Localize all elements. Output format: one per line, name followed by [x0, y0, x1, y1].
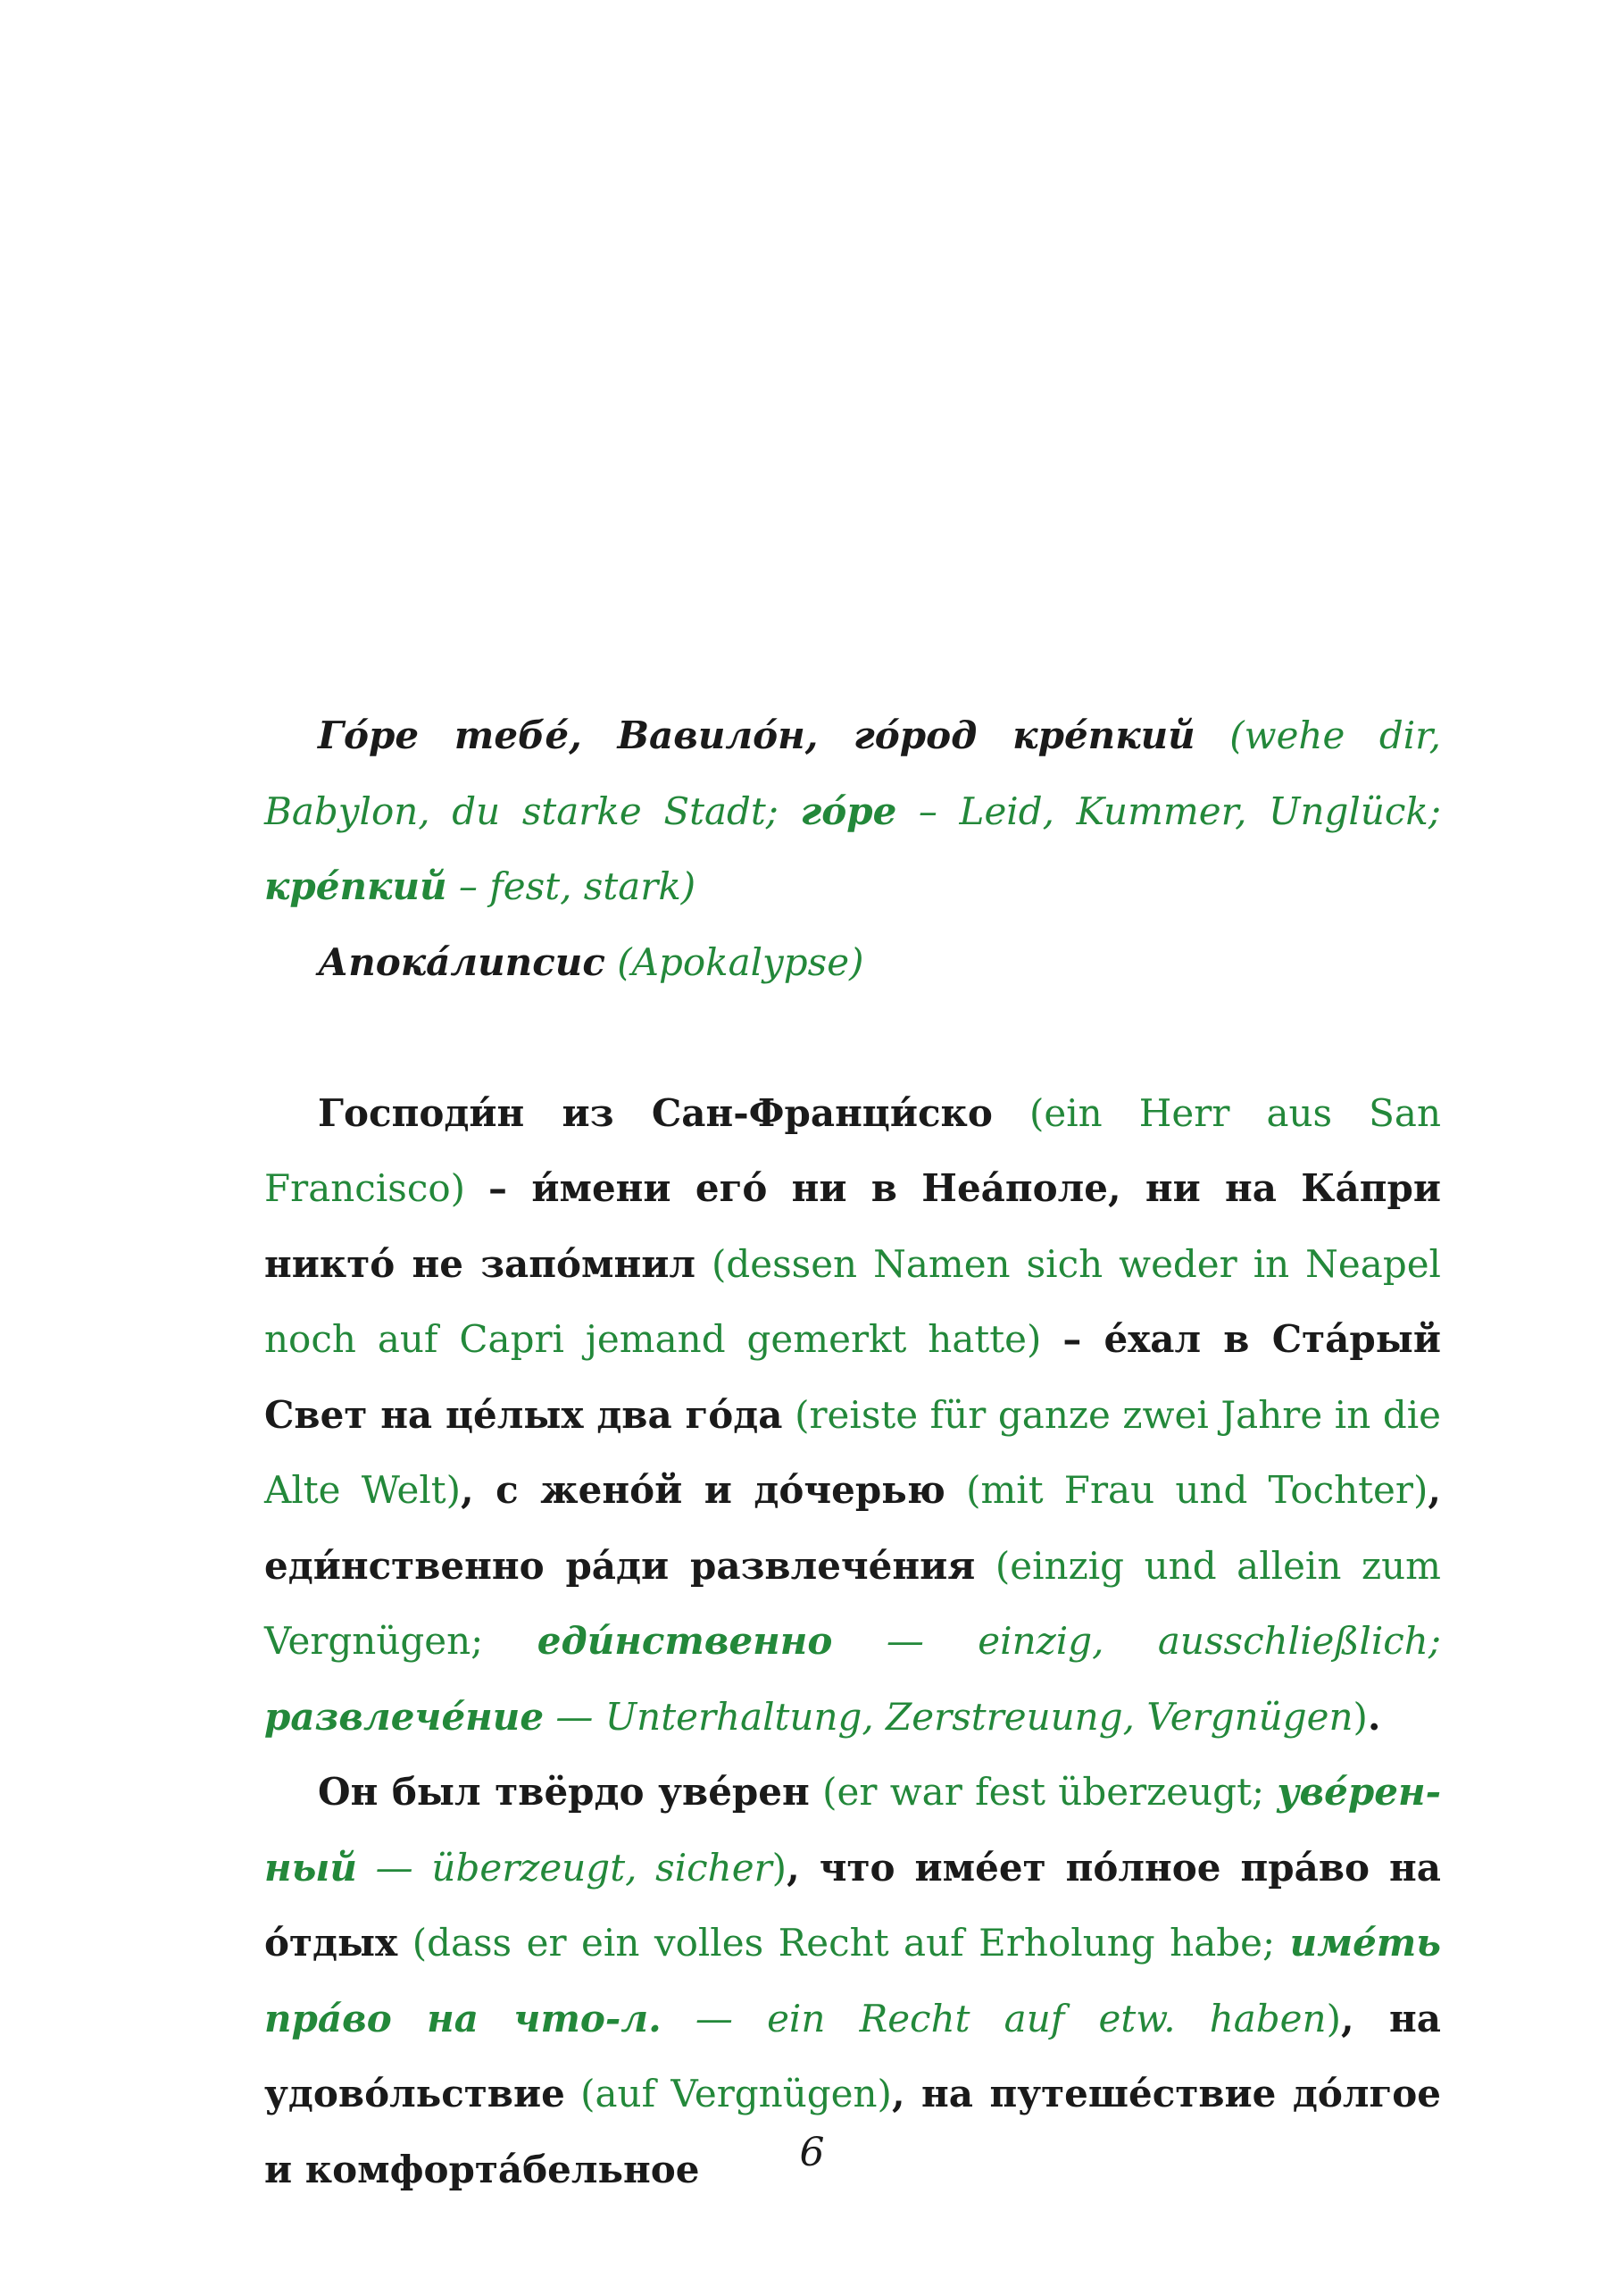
p2-gloss-word-1: уве́ренный [264, 1770, 1441, 1890]
p1-gloss-1: — einzig, ausschließlich; [832, 1619, 1442, 1663]
gloss-gore: – Leid, Kummer, Unglück; [896, 789, 1441, 833]
gloss-krepkiy: – fest, stark) [446, 864, 696, 908]
epigraph-quote: Го́ре тебе́, Вавило́н, го́род кре́пкий [318, 713, 1195, 757]
p1-gloss-word-2: развлече́ние [264, 1694, 545, 1739]
p2-de-close-1: ) [771, 1845, 787, 1890]
p1-ru-4: , с жено́й и до́черью [461, 1468, 945, 1512]
paragraph-1 [264, 1076, 1441, 1756]
page-number: 6 [799, 2130, 825, 2175]
p2-ru-1: Он был твёрдо уве́рен [318, 1770, 810, 1814]
p2-de-2: (dass er ein volles Recht auf Erholung habe; [412, 1921, 1290, 1965]
epigraph-source-translation: (Apokalypse) [617, 939, 864, 984]
p2-de-close-2: ) [1326, 1996, 1341, 2040]
epigraph-translation-open: (wehe dir, Babylon, du starke Stadt; [264, 713, 1441, 833]
p1-ru-5: , еди́нственно ра́ди развлече́ния [264, 1468, 1441, 1588]
epigraph-source-paragraph [264, 925, 1441, 1001]
p1-de-3: (reiste für ganze zwei Jahre in die Alte Welt) [264, 1392, 1441, 1512]
p1-gloss-2: — Unterhaltung, Zerstreuung, Vergnügen [544, 1694, 1353, 1739]
p1-de-2: (dessen Namen sich weder in Neapel noch auf Capri jemand gemerkt hatte) [264, 1241, 1441, 1361]
p2-gloss-word-2: име́ть пра́во на что-л. [264, 1921, 1441, 2040]
p2-ru-3: , на удово́льствие [264, 1996, 1442, 2115]
p1-de-4: (mit Frau und Tochter) [966, 1468, 1428, 1512]
gloss-word-krepkiy: кре́пкий [264, 864, 447, 908]
p2-gloss-2: — ein Recht auf etw. haben [661, 1996, 1327, 2040]
p2-gloss-1: — überzeugt, sicher [356, 1845, 772, 1890]
p1-ru-1: Господи́н из Сан-Франци́ско [318, 1090, 993, 1135]
p1-ru-2: – и́мени его́ ни в Неа́поле, ни на Ка́при никто́ не запо́мнил [264, 1166, 1441, 1286]
p2-ru-2: , что име́ет по́лное пра́во на о́тдых [264, 1845, 1441, 1965]
p2-de-3: (auf Vergnügen) [580, 2072, 892, 2115]
p1-de-1: (ein Herr aus San Francisco) [264, 1090, 1442, 1210]
page-body [264, 698, 1441, 2207]
p2-ru-4: , на путеше́ствие до́лгое и комфорта́бельное [264, 2072, 1441, 2191]
p1-period: . [1367, 1694, 1381, 1739]
epigraph-source: Апока́липсис [318, 939, 605, 984]
p1-de-close: ) [1353, 1694, 1368, 1739]
p1-de-5: (einzig und allein zum Vergnügen; [264, 1543, 1441, 1663]
gloss-word-gore: го́ре [800, 789, 897, 833]
p1-gloss-word-1: еди́нственно [537, 1619, 833, 1663]
p1-ru-3: – е́хал в Ста́рый Свет на це́лых два го́да [264, 1317, 1441, 1437]
epigraph-quote-paragraph [264, 698, 1441, 925]
p2-de-1: (er war fest überzeugt; [822, 1770, 1278, 1814]
